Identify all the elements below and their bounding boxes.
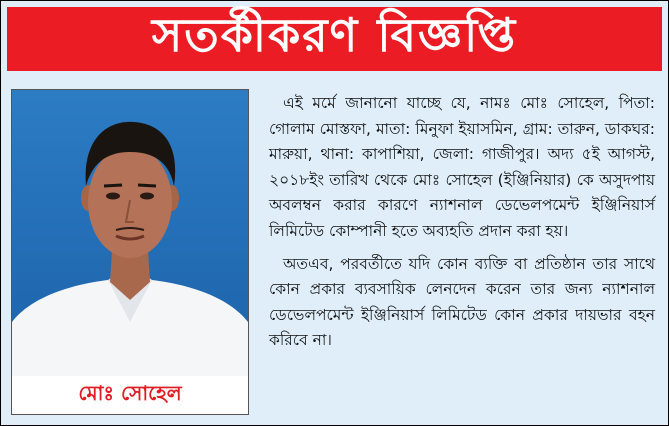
title-banner (7, 7, 662, 71)
portrait-illustration (12, 90, 248, 376)
notice-paragraph-1: এই মর্মে জানানো যাচ্ছে যে, নামঃ মোঃ সোহেল, পিতা: গোলাম মোস্তফা, মাতা: মিনুফা ইয়াসমিন, গ্রাম: তারুন, ডাকঘর: মারুয়া, থানা: কাপাশিয়া, জেলা: গাজীপুর। অদ্য ৫ই আগস্ট, ২০১৮ইং তারিখ থেকে মোঃ সোহেল (ইঞ্জিনিয়ার) কে অসুদপায় অবলম্বন করার কারণে ন্যাশনাল ডেভেলপমেন্ট ইঞ্জিনিয়ার্স লিমিটেড কোম্পানী হতে অব্যহতি প্রদান করা হয়। (269, 94, 655, 240)
photo-frame (11, 89, 249, 415)
portrait-photo (12, 90, 248, 376)
notice-body (269, 91, 655, 361)
photo-caption: মোঃ সোহেল (78, 380, 182, 405)
notice-title: সতর্কীকরণ বিজ্ঞপ্তি (151, 8, 518, 62)
notice-paragraph-2: অতএব, পরবর্তীতে যদি কোন ব্যক্তি বা প্রতিষ্ঠান তার সাথে কোন প্রকার ব্যবসায়িক লেনদেন করেন তার জন্য ন্যাশনাল ডেভেলপমেন্ট ইঞ্জিনিয়ার্স লিমিটেড কোন প্রকার দায়ভার বহন করিবে না। (269, 254, 655, 350)
